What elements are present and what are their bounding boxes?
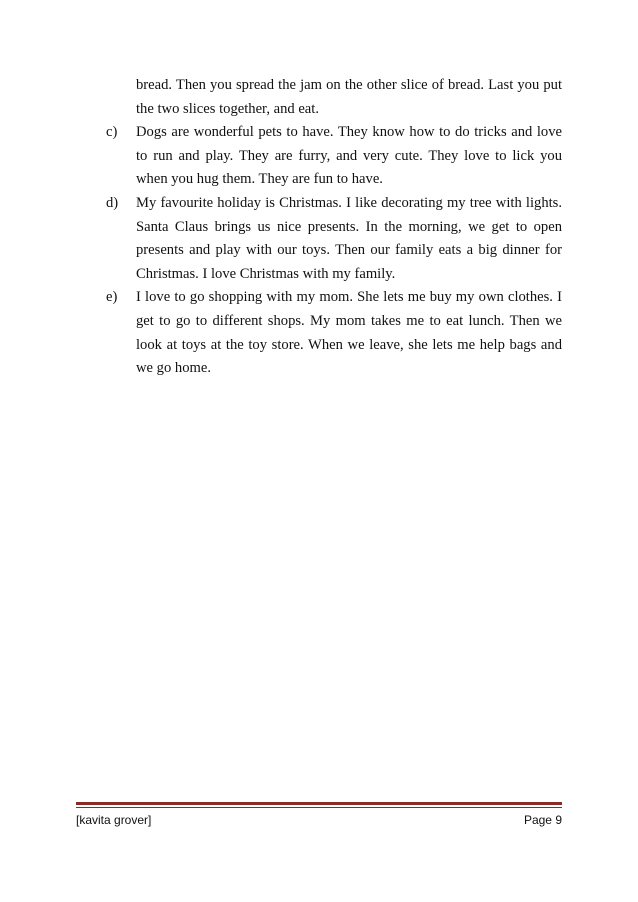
footer-divider-thin (76, 807, 562, 808)
list-item-c (106, 121, 562, 192)
page-footer (76, 812, 562, 828)
document-body (106, 74, 562, 381)
footer-page-number: Page 9 (523, 813, 562, 827)
footer-divider-thick (76, 802, 562, 805)
list-item-e (106, 286, 562, 380)
list-marker: c) (106, 124, 118, 141)
list-item-text: My favourite holiday is Christmas. I like decorating my tree with lights. Santa Claus brings us nice presents. In the morning, we get to open presents and play with our toys. Then our family eats a big dinner for Christmas. I love Christmas with my family. (136, 194, 562, 282)
list-marker: d) (106, 194, 119, 211)
paragraph-continuation: bread. Then you spread the jam on the other slice of bread. Last you put the two slices together, and eat. (136, 77, 562, 117)
list-item-d (106, 192, 562, 286)
footer-author: [kavita grover] (76, 813, 152, 827)
list-marker: e) (106, 289, 118, 306)
list-item-text: Dogs are wonderful pets to have. They know how to do tricks and love to run and play. They are furry, and very cute. They love to lick you when you hug them. They are fun to have. (136, 124, 562, 188)
list-item-text: I love to go shopping with my mom. She lets me buy my own clothes. I get to go to different shops. My mom takes me to eat lunch. Then we look at toys at the toy store. When we leave, she lets me help bags and we go home. (136, 289, 562, 377)
